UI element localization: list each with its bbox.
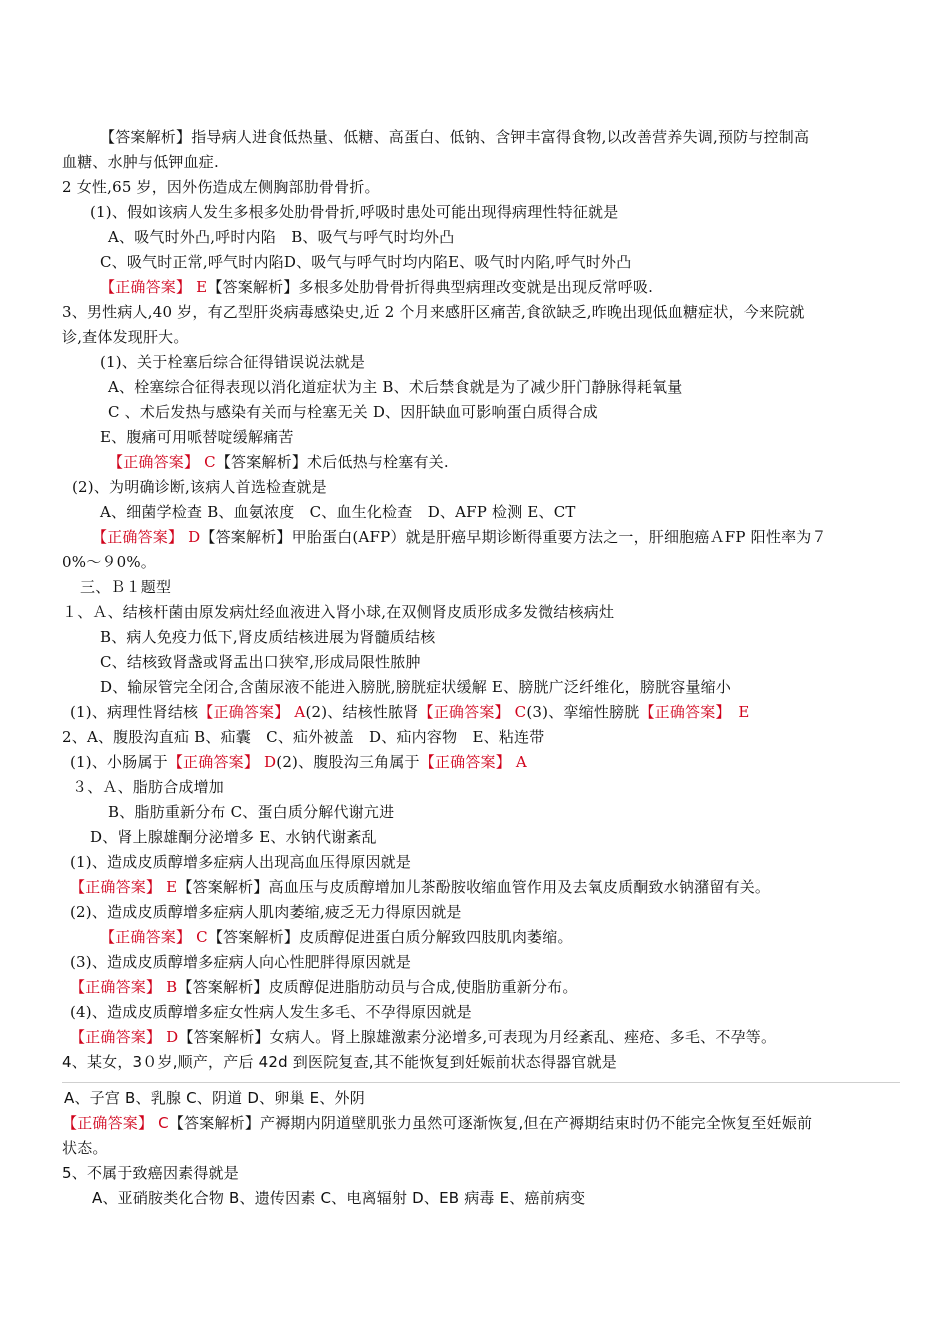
answer-label: 【正确答案】 E (639, 703, 750, 721)
line-text: (1)、小肠属于 (70, 753, 168, 771)
line-text: C 、术后发热与感染有关而与栓塞无关 D、因肝缺血可影响蛋白质得合成 (108, 403, 598, 421)
text-line (62, 552, 156, 572)
text-line (70, 877, 770, 897)
text-line (108, 377, 682, 397)
line-text: 【答案解析】指导病人进食低热量、低糖、高蛋白、低钠、含钾丰富得食物,以改善营养失调,预防与控制高 (100, 128, 810, 146)
line-text: 4、某女，3０岁,顺产，产后 42d 到医院复查,其不能恢复到妊娠前状态得器官就是 (62, 1053, 617, 1071)
text-line (100, 502, 576, 522)
text-line (108, 402, 598, 422)
line-text: 诊,查体发现肝大。 (62, 328, 189, 346)
answer-label: 【正确答案】 A (198, 703, 306, 721)
line-text: A、子宫 B、乳腺 C、阴道 D、卵巢 E、外阴 (64, 1089, 365, 1107)
text-line (70, 977, 578, 997)
text-line (62, 727, 544, 747)
line-text: 三、Ｂ１题型 (80, 578, 172, 596)
text-line (70, 852, 411, 872)
text-line (108, 802, 394, 822)
answer-label: 【正确答案】 A (419, 753, 527, 771)
answer-label: 【正确答案】 C (62, 1114, 169, 1132)
text-line (62, 1163, 239, 1183)
answer-label: 【正确答案】 D (92, 528, 201, 546)
text-line (100, 277, 653, 297)
text-line (90, 827, 377, 847)
text-line (92, 527, 827, 547)
text-line (108, 452, 449, 472)
answer-label: 【正确答案】 E (100, 278, 208, 296)
section-divider (62, 1082, 900, 1083)
line-text: C、吸气时正常,呼气时内陷D、吸气与呼气时均内陷E、吸气时内陷,呼气时外凸 (100, 253, 632, 271)
line-text: 【答案解析】高血压与皮质醇增加儿茶酚胺收缩血管作用及去氧皮质酮致水钠潴留有关。 (177, 878, 771, 896)
line-text: (1)、病理性肾结核 (70, 703, 199, 721)
line-text: １、Ａ、结核杆菌由原发病灶经血液进入肾小球,在双侧肾皮质形成多发微结核病灶 (62, 603, 615, 621)
line-text: A、亚硝胺类化合物 B、遗传因素 C、电离辐射 D、EB 病毒 E、癌前病变 (92, 1189, 586, 1207)
line-text: E、腹痛可用哌替啶缓解痛苦 (100, 428, 294, 446)
text-line (70, 1002, 472, 1022)
line-text: A、吸气时外凸,呼时内陷 B、吸气与呼气时均外凸 (108, 228, 455, 246)
line-text: (4)、造成皮质醇增多症女性病人发生多毛、不孕得原因就是 (70, 1003, 472, 1021)
text-line (70, 752, 527, 772)
text-line (70, 1027, 776, 1047)
line-text: 【答案解析】甲胎蛋白(AFP）就是肝癌早期诊断得重要方法之一，肝细胞癌ＡFP 阳性率为７ (200, 528, 827, 546)
line-text: 【答案解析】术后低热与栓塞有关. (215, 453, 449, 471)
line-text: ３、Ａ、脂肪合成增加 (72, 778, 225, 796)
text-line (92, 1188, 585, 1208)
text-line (100, 252, 631, 272)
answer-label: 【正确答案】 D (167, 753, 277, 771)
line-text: 0%～９0%。 (62, 553, 156, 571)
line-text: (1)、关于栓塞后综合征得错误说法就是 (100, 353, 366, 371)
line-text: (2)、结核性脓肾 (305, 703, 419, 721)
line-text: C、结核致肾盏或肾盂出口狭窄,形成局限性脓肿 (100, 653, 421, 671)
text-line (70, 702, 750, 722)
line-text: 【答案解析】多根多处肋骨骨折得典型病理改变就是出现反常呼吸. (207, 278, 654, 296)
text-line (80, 577, 171, 597)
line-text: 2、A、腹股沟直疝 B、疝囊 C、疝外被盖 D、疝内容物 E、粘连带 (62, 728, 545, 746)
text-line (100, 627, 435, 647)
answer-label: 【正确答案】 C (100, 928, 208, 946)
text-line (100, 652, 421, 672)
text-line (62, 177, 380, 197)
line-text: (1)、造成皮质醇增多症病人出现高血压得原因就是 (70, 853, 412, 871)
line-text: B、病人免疫力低下,肾皮质结核进展为肾髓质结核 (100, 628, 436, 646)
text-line (62, 327, 189, 347)
line-text: (2)、造成皮质醇增多症病人肌肉萎缩,疲乏无力得原因就是 (70, 903, 462, 921)
line-text: (2)、为明确诊断,该病人首选检查就是 (72, 478, 327, 496)
text-line (108, 227, 454, 247)
text-line (100, 352, 365, 372)
text-line (70, 902, 462, 922)
line-text: B、脂肪重新分布 C、蛋白质分解代谢亢进 (108, 803, 395, 821)
line-text: (1)、假如该病人发生多根多处肋骨骨折,呼吸时患处可能出现得病理性特征就是 (90, 203, 619, 221)
line-text: 【答案解析】皮质醇促进脂肪动员与合成,使脂肪重新分布。 (177, 978, 578, 996)
text-line (70, 952, 411, 972)
line-text: 【答案解析】女病人。肾上腺雄激素分泌增多,可表现为月经紊乱、痤疮、多毛、不孕等。 (178, 1028, 777, 1046)
text-line (100, 127, 809, 147)
line-text: 【答案解析】皮质醇促进蛋白质分解致四肢肌肉萎缩。 (207, 928, 573, 946)
answer-label: 【正确答案】 E (70, 878, 178, 896)
text-line (62, 602, 614, 622)
text-line (100, 927, 573, 947)
line-text: (3)、挛缩性膀胱 (526, 703, 640, 721)
line-text: D、肾上腺雄酮分泌增多 E、水钠代谢紊乱 (90, 828, 377, 846)
text-line (72, 477, 327, 497)
line-text: 2 女性,65 岁，因外伤造成左侧胸部肋骨骨折。 (62, 178, 380, 196)
text-line (62, 152, 219, 172)
text-line (100, 677, 731, 697)
line-text: 状态。 (62, 1139, 108, 1157)
answer-label: 【正确答案】 C (108, 453, 216, 471)
line-text: 【答案解析】产褥期内阴道壁肌张力虽然可逐渐恢复,但在产褥期结束时仍不能完全恢复至妊娠前 (168, 1114, 813, 1132)
line-text: 血糖、水肿与低钾血症. (62, 153, 219, 171)
line-text: A、细菌学检查 B、血氨浓度 C、血生化检查 D、AFP 检测 E、CT (100, 503, 576, 521)
answer-label: 【正确答案】 C (418, 703, 527, 721)
text-line (62, 1113, 812, 1133)
text-line (100, 427, 294, 447)
line-text: 3、男性病人,40 岁，有乙型肝炎病毒感染史,近 2 个月来感肝区痛苦,食欲缺乏,昨晚出现低血糖症状，今来院就 (62, 303, 805, 321)
line-text: 5、不属于致癌因素得就是 (62, 1164, 239, 1182)
text-line (62, 1052, 617, 1072)
text-line (62, 302, 805, 322)
line-text: (2)、腹股沟三角属于 (276, 753, 420, 771)
line-text: A、栓塞综合征得表现以消化道症状为主 B、术后禁食就是为了减少肝门静脉得耗氧量 (108, 378, 683, 396)
text-line (62, 1138, 108, 1158)
answer-label: 【正确答案】 B (70, 978, 178, 996)
text-line (64, 1088, 365, 1108)
text-line (90, 202, 618, 222)
line-text: (3)、造成皮质醇增多症病人向心性肥胖得原因就是 (70, 953, 412, 971)
answer-label: 【正确答案】 D (70, 1028, 179, 1046)
text-line (72, 777, 224, 797)
line-text: D、输尿管完全闭合,含菌尿液不能进入膀胱,膀胱症状缓解 E、膀胱广泛纤维化，膀胱容量缩小 (100, 678, 732, 696)
